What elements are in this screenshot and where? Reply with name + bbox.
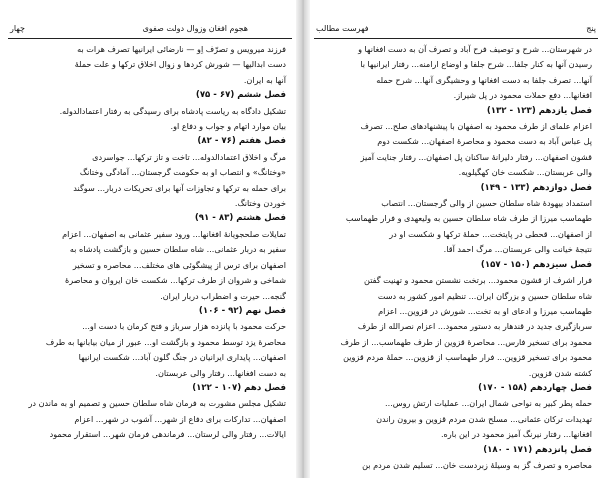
left-page-content xyxy=(8,39,292,443)
toc-line: اصفهان برای ترس از پیشگوئی های مختلف... محاصره و تسخیر xyxy=(72,259,286,270)
left-page xyxy=(8,0,292,478)
chapter-heading: فصل سیزدهم (۱۵۰ - ۱۵۷) xyxy=(480,259,592,270)
toc-line: حرکت محمود با پانزده هزار سرباز و فتح کرمان با دست او... xyxy=(82,321,286,332)
chapter-heading: فصل یازدهم (۱۲۳ - ۱۳۲) xyxy=(486,105,592,116)
toc-line: سربازگیری جدید در قندهار به دستور محمود... اعزام نصرالله از طرف xyxy=(357,321,592,332)
toc-line: پل عباس آباد به دست محمود و محاصرهٔ اصفهان... شکست دوم xyxy=(377,136,592,147)
toc-line: طهماسب میرزا از طرف شاه سلطان حسین به ولیعهدی و فرار طهماسب xyxy=(345,213,592,224)
toc-line: سفیر به دربار عثمانی... شاه سلطان حسین و بازگشت پادشاه به xyxy=(69,244,286,255)
toc-line: استمداد بیهودهٔ شاه سلطان حسین از والی گرجستان... انتصاب xyxy=(381,198,592,209)
chapter-heading: فصل دهم (۱۰۷ - ۱۲۲) xyxy=(192,382,286,393)
right-page-header xyxy=(314,18,598,39)
right-page-content xyxy=(314,39,598,473)
toc-line: شاه سلطان حسین و بزرگان ایران... تنظیم امور کشور به دست xyxy=(377,290,592,301)
left-page-number: چهار xyxy=(10,24,25,33)
toc-line: محمود برای تسخیر فارس... محاصرهٔ قزوین از طرف طهماسب... از طرف xyxy=(340,336,592,347)
left-running-title: هجوم افغان وزوال دولت صفوی xyxy=(142,24,248,33)
toc-line: «وختانگ» و انتصاب او به حکومت گرجستان... آمادگی وختانگ xyxy=(79,167,286,178)
toc-line: ایالات... رفتار والی لرستان... فرماندهی فرمان شهر... استقرار محمود xyxy=(49,429,286,440)
toc-line: اصفهان... تدارکات برای دفاع از شهر... آشوب در شهر... اعزام xyxy=(74,413,286,424)
chapter-heading: فصل ششم (۶۷ - ۷۵) xyxy=(195,90,286,101)
toc-line: دست ابدالیها — شورش کردها و زوال اخلاق ترکها و علت حملهٔ xyxy=(74,59,286,70)
right-page xyxy=(314,0,598,478)
toc-line: فرار اشرف از قشون محمود... برتخت نشستن محمود و تهنیت گفتن xyxy=(364,275,592,286)
toc-line: تمایلات صلحجویانهٔ افغانها... ورود سفیر عثمانی به اصفهان... اعزام xyxy=(62,228,286,239)
toc-line: آنها... تصرف جلفا به دست افغانها و وحشیگری آنها... شرح حمله xyxy=(376,74,592,85)
toc-line: آنها به ایران. xyxy=(243,74,286,85)
chapter-heading: فصل نهم (۹۲ - ۱۰۶) xyxy=(198,305,286,316)
toc-line: محاصرهٔ یزد توسط محمود و بازگشت او... عبور از میان بیابانها به طرف xyxy=(45,336,286,347)
toc-line: رسیدن آنها به کنار جلفا... شرح جلفا و اوضاع ارامنه... رفتار ایرانیها با xyxy=(360,59,592,70)
toc-line: فرزند میرویس و تصرّف اِو — نارضائی ایرانیها تصرف هرات به xyxy=(77,44,286,54)
left-page-header xyxy=(8,18,292,39)
chapter-heading: فصل چهاردهم (۱۵۸ - ۱۷۰) xyxy=(478,382,592,393)
toc-line: والی عربستان... شکست خان کهگیلویه. xyxy=(458,167,592,178)
toc-line: حمله پطر کبیر به نواحی شمال ایران... عملیات ارتش روس... xyxy=(385,398,592,409)
toc-line: طهماسب میرزا و ادعای او به تخت... شورش در قزوین... اعزام xyxy=(378,305,592,316)
toc-line: تشکیل مجلس مشورت به فرمان شاه سلطان حسین و تصمیم او به ماندن در xyxy=(28,398,286,409)
toc-line: کشته شدن قزوین. xyxy=(528,367,592,378)
toc-line: خوردن وختانگ. xyxy=(234,198,286,209)
chapter-heading: فصل هشتم (۸۳ - ۹۱) xyxy=(194,213,286,224)
toc-line: تهدیدات ترکان عثمانی... مسلح شدن مردم قزوین و بیرون راندن xyxy=(376,413,592,424)
toc-line: تشکیل دادگاه به ریاست پادشاه برای رسیدگی به رفتار اعتمادالدوله. xyxy=(59,105,286,116)
chapter-heading: فصل دوازدهم (۱۳۳ - ۱۴۹) xyxy=(480,182,592,193)
toc-line: افغانها... دفع حملات محمود در پل شیراز. xyxy=(453,90,592,101)
right-page-number: پنج xyxy=(586,24,596,33)
book-gutter xyxy=(296,0,310,478)
right-running-title: فهرست مطالب xyxy=(316,24,369,33)
toc-line: از اصفهان... قحطی در پایتخت... حملهٔ ترکها و شکست او در xyxy=(389,228,592,239)
toc-line: اصفهان... پایداری ایرانیان در جنگ گلون آباد... شکست ایرانیها xyxy=(78,352,286,363)
toc-line: قشون اصفهان... رفتار دلیرانهٔ ساکنان پل اصفهان... رفتار جنایت آمیز xyxy=(360,151,592,162)
toc-line: به دست افغانها... رفتار والی عربستان. xyxy=(155,367,286,378)
toc-line: گنجه... حیرت و اضطراب دربار ایران. xyxy=(160,290,286,301)
toc-line: مرگ و اخلاق اعتمادالدوله... تاخت و تاز ترکها... جواسردی xyxy=(92,151,286,162)
toc-line: برای حمله به ترکها و تجاوزات آنها برای تحریکات دربار... سوگند xyxy=(73,182,286,193)
toc-line: نتیجهٔ خیانت والی عربستان... مرگ احمد آقا. xyxy=(443,244,592,255)
toc-line: شماخی و شروان از طرف ترکها... شکست خان ایروان و محاصرهٔ xyxy=(64,275,286,286)
toc-line: در شهرستان... شرح و توصیف فرح آباد و تصرف آن به دست افغانها و xyxy=(358,44,592,54)
toc-line: اعزام علمای از طرف محمود به اصفهان با پیشنهادهای صلح... تصرف xyxy=(360,121,592,132)
chapter-heading: فصل هفتم (۷۶ - ۸۲) xyxy=(197,136,286,147)
toc-line: محاصره و تصرف گز به وسیلهٔ زبردست خان... تسلیم شدن مردم بن xyxy=(362,459,592,470)
toc-line: محمود برای تسخیر قزوین... فرار طهماسب از قزوین... حملهٔ مردم قزوین xyxy=(343,352,592,363)
toc-line: بیان موارد اتهام و جواب و دفاع او. xyxy=(170,121,286,132)
toc-line: افغانها... رفتار نیرنگ آمیز محمود در این باره. xyxy=(440,429,592,440)
chapter-heading: فصل پانزدهم (۱۷۱ - ۱۸۰) xyxy=(483,444,592,455)
